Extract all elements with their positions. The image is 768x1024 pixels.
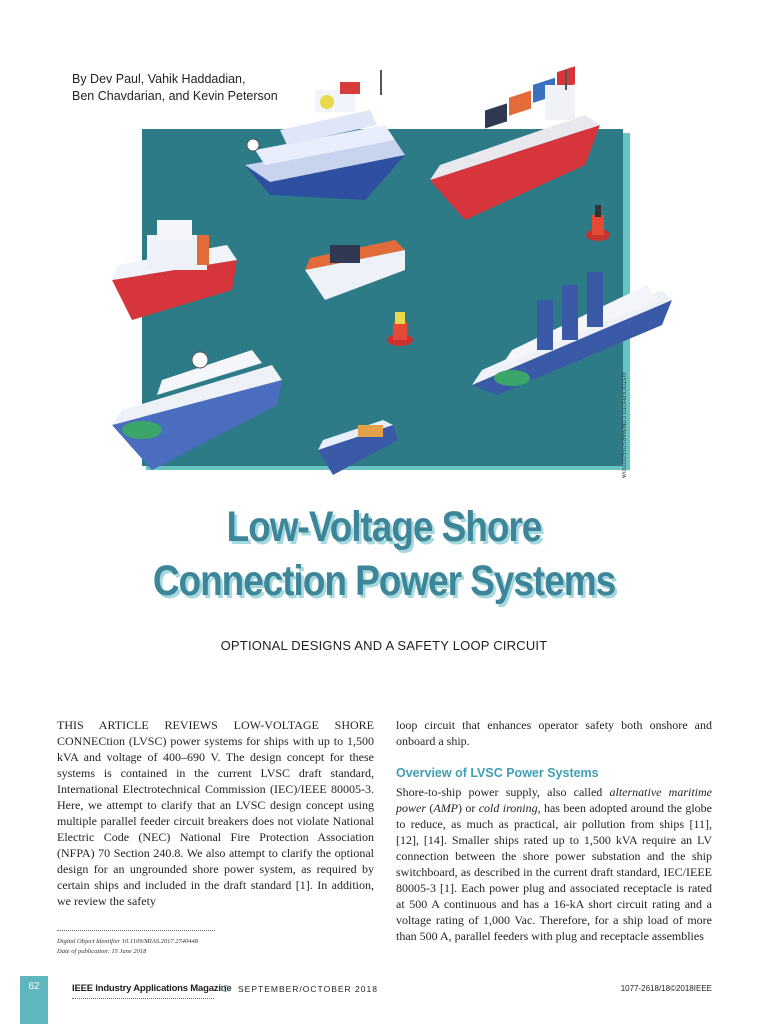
text-run: ( [426, 801, 434, 815]
article-subtitle: OPTIONAL DESIGNS AND A SAFETY LOOP CIRCUIT [220, 638, 548, 653]
term-cold-ironing: cold ironing [478, 801, 538, 815]
overview-paragraph [396, 784, 712, 944]
paragraph-continued: loop circuit that enhances operator safety both onshore and onboard a ship. [396, 718, 712, 748]
issn-copyright: 1077-2618/18©2018IEEE [620, 984, 712, 993]
magazine-name: IEEE Industry Applications Magazine [72, 983, 232, 994]
issue-date: SEPTEMBER/OCTOBER 2018 [238, 984, 378, 994]
body-column-left [57, 717, 374, 909]
footnotes [57, 937, 357, 957]
text-run: Shore-to-ship power supply, also called [396, 785, 610, 799]
text-run: ) or [458, 801, 479, 815]
body-column-right [396, 717, 712, 944]
footer-divider [72, 998, 214, 999]
section-heading: Overview of LVSC Power Systems [396, 766, 599, 780]
ships-illustration [0, 0, 768, 480]
footer-bullet-icon [222, 985, 229, 992]
term-amp: alternative maritime power [396, 785, 712, 815]
page-number-box [20, 976, 48, 1024]
footnote-divider [57, 930, 215, 931]
page-number: 62 [28, 981, 40, 992]
authors-line-1: By Dev Paul, Vahik Haddadian, [72, 72, 246, 86]
illustration-credit: ©ISTOCKPHOTO.COM/MARGOFEDOTOVA [620, 372, 626, 479]
doi-note: Digital Object Identifier 10.1109/MIAS.2017.2740448 [57, 938, 199, 945]
intro-paragraph: THIS ARTICLE REVIEWS LOW-VOLTAGE SHORE CONNECtion (LVSC) power systems for ships with up to 1,500 kVA and voltage of 400–690 V. The design concept for these systems is contained in the current LVSC draft standard, International Electrotechnical Commission (IEC)/IEEE 80005-3. Here, we attempt to clarify that an LVSC design concept using multiple parallel feeder circuit breakers does not violate National Electric Code (NEC) National Fire Protection Association (NFPA) 70 Section 240.8. We also attempt to clarify the optional design for an ungrounded shore power system, as required by certain ships and included in the draft standard [1]. In addition, we review the safety [57, 718, 374, 908]
title-line-1: Low-Voltage Shore [226, 503, 542, 551]
text-run: , has been adopted around the globe to reduce, as much as practical, air pollution from ships [11], [12], [14]. Smaller ships rated up to 1,500 kVA require an LV connection between the shore power substation and the ship switchboard, as described in the current draft standard, IEC/IEEE 80005-3 [1]. Each power plug and associated receptacle is rated at 500 A continuous and has a 16-kA short circuit rating and a voltage rating of 1,000 Vac. Therefore, for a ship load of more than 500 A, parallel feeders with plug and receptacle assemblies [396, 801, 713, 943]
article-title [54, 500, 714, 608]
title-line-2: Connection Power Systems [152, 557, 616, 605]
abbr-amp: AMP [433, 801, 459, 815]
publication-date-note: Date of publication: 15 June 2018 [57, 948, 147, 955]
authors-line-2: Ben Chavdarian, and Kevin Peterson [72, 89, 278, 103]
